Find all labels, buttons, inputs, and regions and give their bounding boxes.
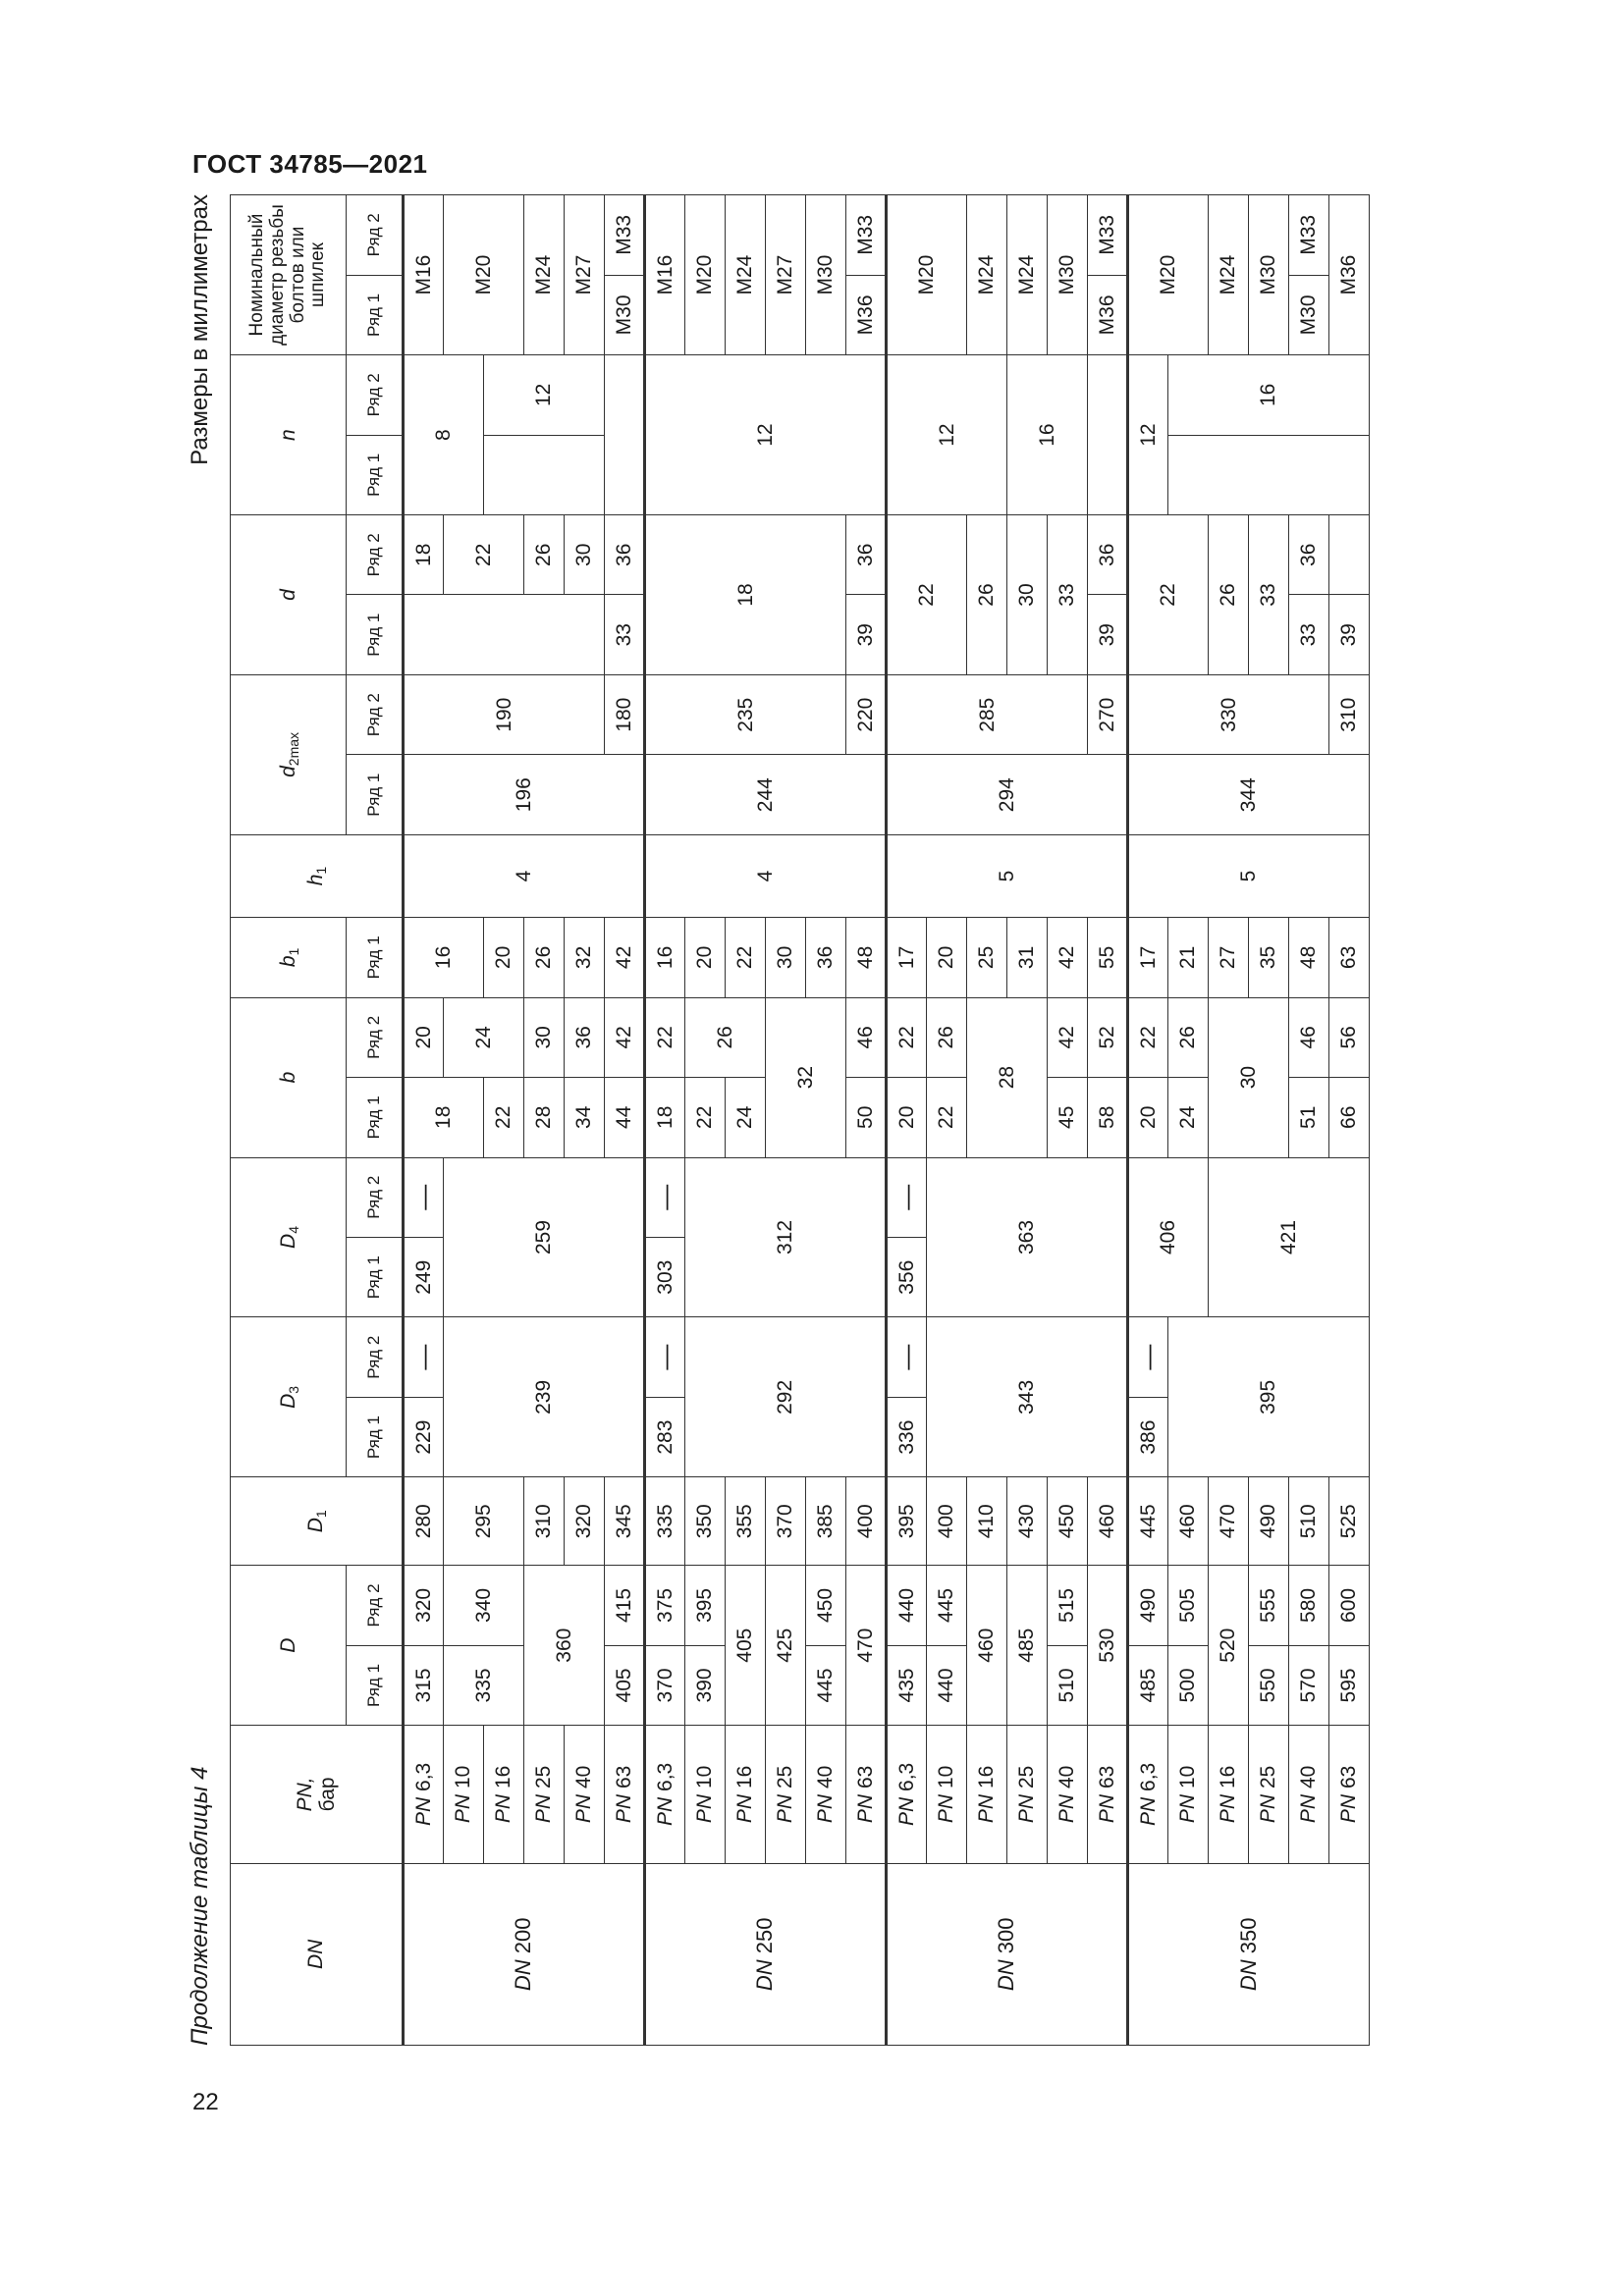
- value-cell: 406: [1128, 1157, 1209, 1317]
- value-cell: 55: [1088, 918, 1128, 997]
- value-cell: 460: [967, 1566, 1007, 1726]
- pn-cell: PN 63: [1088, 1726, 1128, 1863]
- value-cell: 35: [1249, 918, 1289, 997]
- value-cell: 36: [1289, 515, 1329, 595]
- value-cell: M33: [1289, 195, 1329, 276]
- value-cell: M30: [806, 195, 846, 355]
- value-cell: 270: [1088, 674, 1128, 754]
- value-cell: 12: [484, 355, 605, 435]
- value-cell: 445: [806, 1645, 846, 1725]
- subhead-D4-row1: Ряд 1: [347, 1237, 404, 1316]
- value-cell: 249: [404, 1237, 444, 1316]
- subhead-D-row1: Ряд 1: [347, 1645, 404, 1725]
- table-row: [1088, 195, 1128, 2046]
- dn-cell: DN 300: [887, 1863, 1128, 2045]
- value-cell: 470: [1209, 1477, 1249, 1566]
- value-cell: 26: [927, 997, 967, 1077]
- value-cell: 56: [1329, 997, 1370, 1077]
- value-cell: 555: [1249, 1566, 1289, 1645]
- value-cell: 26: [1209, 515, 1249, 675]
- value-cell: 415: [605, 1566, 645, 1645]
- value-cell: M30: [1048, 195, 1088, 355]
- value-cell: 285: [887, 674, 1088, 754]
- value-cell: 336: [887, 1397, 927, 1476]
- value-cell: 36: [1088, 515, 1128, 595]
- value-cell: 259: [444, 1157, 645, 1317]
- value-cell: 344: [1128, 755, 1370, 834]
- pn-cell: PN 6,3: [645, 1726, 685, 1863]
- pn-cell: PN 40: [806, 1726, 846, 1863]
- value-cell: 229: [404, 1397, 444, 1476]
- value-cell: 26: [524, 918, 565, 997]
- value-cell: 30: [1209, 997, 1289, 1157]
- value-cell: 24: [444, 997, 524, 1077]
- value-cell: 5: [1128, 834, 1370, 917]
- value-cell: 490: [1249, 1477, 1289, 1566]
- value-cell: 16: [1007, 355, 1088, 515]
- subhead-D3-row1: Ряд 1: [347, 1397, 404, 1476]
- value-cell: 18: [404, 1078, 484, 1157]
- value-cell: 33: [605, 595, 645, 674]
- value-cell: 48: [1289, 918, 1329, 997]
- value-cell: 330: [1128, 674, 1329, 754]
- value-cell: 4: [645, 834, 887, 917]
- value-cell: 30: [1007, 515, 1048, 675]
- value-cell: M27: [766, 195, 806, 355]
- value-cell: M30: [1249, 195, 1289, 355]
- value-cell: 28: [524, 1078, 565, 1157]
- value-cell: 28: [967, 997, 1048, 1157]
- value-cell: 196: [404, 755, 645, 834]
- pn-cell: PN 25: [766, 1726, 806, 1863]
- value-cell: 395: [1168, 1317, 1370, 1477]
- value-cell: 22: [685, 1078, 726, 1157]
- value-cell: 450: [806, 1566, 846, 1645]
- caption-row: [187, 194, 220, 2103]
- subhead-D-row2: Ряд 2: [347, 1566, 404, 1645]
- value-cell: 39: [846, 595, 887, 674]
- value-cell: 20: [484, 918, 524, 997]
- value-cell: 450: [1048, 1477, 1088, 1566]
- head-n: n: [231, 355, 347, 515]
- empty-cell: [1329, 515, 1370, 595]
- value-cell: 16: [645, 918, 685, 997]
- subhead-D3-row2: Ряд 2: [347, 1317, 404, 1397]
- value-cell: 500: [1168, 1645, 1209, 1725]
- value-cell: 18: [645, 515, 846, 675]
- flange-dimensions-table: [230, 194, 1370, 2046]
- value-cell: 505: [1168, 1566, 1209, 1645]
- value-cell: 360: [524, 1566, 605, 1726]
- value-cell: 33: [1048, 515, 1088, 675]
- pn-cell: PN 6,3: [1128, 1726, 1168, 1863]
- head-pn-unit: бар: [316, 1777, 339, 1812]
- value-cell: 25: [967, 918, 1007, 997]
- value-cell: 30: [524, 997, 565, 1077]
- value-cell: 460: [1168, 1477, 1209, 1566]
- value-cell: M27: [565, 195, 605, 355]
- value-cell: 36: [806, 918, 846, 997]
- pn-cell: PN 25: [1249, 1726, 1289, 1863]
- table-row: [484, 195, 524, 2046]
- value-cell: 52: [1088, 997, 1128, 1077]
- value-cell: 283: [645, 1397, 685, 1476]
- value-cell: 343: [927, 1317, 1128, 1477]
- value-cell: 18: [404, 515, 444, 595]
- value-cell: 22: [927, 1078, 967, 1157]
- subhead-thr-row2: Ряд 2: [347, 195, 404, 276]
- value-cell: 440: [887, 1566, 927, 1645]
- value-cell: 42: [605, 997, 645, 1077]
- value-cell: 4: [404, 834, 645, 917]
- value-cell: 20: [685, 918, 726, 997]
- value-cell: 421: [1209, 1157, 1370, 1317]
- value-cell: 510: [1048, 1645, 1088, 1725]
- head-h1: h1: [231, 834, 404, 917]
- value-cell: 355: [726, 1477, 766, 1566]
- value-cell: M33: [1088, 195, 1128, 276]
- value-cell: 600: [1329, 1566, 1370, 1645]
- value-cell: 22: [1128, 997, 1168, 1077]
- value-cell: 356: [887, 1237, 927, 1316]
- pn-cell: PN 25: [524, 1726, 565, 1863]
- subhead-b-row2: Ряд 2: [347, 997, 404, 1077]
- table-row: [605, 195, 645, 2046]
- value-cell: —: [404, 1157, 444, 1237]
- document-header: ГОСТ 34785—2021: [192, 149, 428, 179]
- value-cell: 570: [1289, 1645, 1329, 1725]
- pn-cell: PN 10: [444, 1726, 484, 1863]
- value-cell: 8: [404, 355, 484, 515]
- head-d: d: [231, 515, 347, 675]
- value-cell: 235: [645, 674, 846, 754]
- value-cell: —: [645, 1157, 685, 1237]
- value-cell: 312: [685, 1157, 887, 1317]
- head-D4: D4: [231, 1157, 347, 1317]
- value-cell: 42: [1048, 918, 1088, 997]
- value-cell: 26: [967, 515, 1007, 675]
- value-cell: 345: [605, 1477, 645, 1566]
- subhead-b1-row1: Ряд 1: [347, 918, 404, 997]
- table-caption: Продолжение таблицы 4: [187, 1766, 213, 2046]
- value-cell: 5: [887, 834, 1128, 917]
- value-cell: 315: [404, 1645, 444, 1725]
- head-D: D: [231, 1566, 347, 1726]
- value-cell: 430: [1007, 1477, 1048, 1566]
- units-note: Размеры в миллиметрах: [187, 194, 213, 465]
- value-cell: 395: [887, 1477, 927, 1566]
- value-cell: 405: [726, 1566, 766, 1726]
- value-cell: 363: [927, 1157, 1128, 1317]
- value-cell: 30: [565, 515, 605, 595]
- value-cell: 390: [685, 1645, 726, 1725]
- value-cell: M20: [685, 195, 726, 355]
- value-cell: 39: [1329, 595, 1370, 674]
- value-cell: 405: [605, 1645, 645, 1725]
- value-cell: M24: [726, 195, 766, 355]
- value-cell: 48: [846, 918, 887, 997]
- value-cell: 16: [404, 918, 484, 997]
- pn-cell: PN 10: [1168, 1726, 1209, 1863]
- value-cell: 310: [524, 1477, 565, 1566]
- value-cell: 20: [1128, 1078, 1168, 1157]
- value-cell: 22: [484, 1078, 524, 1157]
- value-cell: 350: [685, 1477, 726, 1566]
- value-cell: 22: [645, 997, 685, 1077]
- value-cell: M33: [605, 195, 645, 276]
- subhead-thr-row1: Ряд 1: [347, 275, 404, 354]
- value-cell: M33: [846, 195, 887, 276]
- value-cell: M20: [887, 195, 967, 355]
- head-D1: D1: [231, 1477, 404, 1566]
- value-cell: 515: [1048, 1566, 1088, 1645]
- value-cell: 30: [766, 918, 806, 997]
- empty-cell: [605, 355, 645, 515]
- pn-cell: PN 40: [1289, 1726, 1329, 1863]
- value-cell: 22: [444, 515, 524, 595]
- value-cell: 280: [404, 1477, 444, 1566]
- value-cell: 460: [1088, 1477, 1128, 1566]
- subhead-d-row2: Ряд 2: [347, 515, 404, 595]
- value-cell: 550: [1249, 1645, 1289, 1725]
- value-cell: 410: [967, 1477, 1007, 1566]
- value-cell: 490: [1128, 1566, 1168, 1645]
- value-cell: 385: [806, 1477, 846, 1566]
- page-number: 22: [192, 2089, 219, 2115]
- value-cell: 320: [404, 1566, 444, 1645]
- value-cell: M24: [524, 195, 565, 355]
- value-cell: 239: [444, 1317, 645, 1477]
- value-cell: —: [887, 1157, 927, 1237]
- pn-cell: PN 25: [1007, 1726, 1048, 1863]
- pn-cell: PN 63: [1329, 1726, 1370, 1863]
- value-cell: [404, 595, 605, 674]
- value-cell: 440: [927, 1645, 967, 1725]
- value-cell: 24: [1168, 1078, 1209, 1157]
- value-cell: 435: [887, 1645, 927, 1725]
- pn-cell: PN 40: [565, 1726, 605, 1863]
- value-cell: —: [887, 1317, 927, 1397]
- value-cell: 33: [1289, 595, 1329, 674]
- subhead-d2max-row1: Ряд 1: [347, 755, 404, 834]
- pn-cell: PN 16: [726, 1726, 766, 1863]
- table-row: [404, 195, 444, 2046]
- subhead-D4-row2: Ряд 2: [347, 1157, 404, 1237]
- value-cell: 42: [605, 918, 645, 997]
- value-cell: M36: [1088, 275, 1128, 354]
- value-cell: 17: [1128, 918, 1168, 997]
- empty-cell: [1088, 355, 1128, 515]
- value-cell: 46: [846, 997, 887, 1077]
- value-cell: 32: [766, 997, 846, 1157]
- empty-cell: [484, 435, 605, 514]
- head-b1: b1: [231, 918, 347, 997]
- value-cell: 370: [766, 1477, 806, 1566]
- value-cell: 36: [565, 997, 605, 1077]
- value-cell: 50: [846, 1078, 887, 1157]
- value-cell: 386: [1128, 1397, 1168, 1476]
- value-cell: 425: [766, 1566, 806, 1726]
- value-cell: 400: [927, 1477, 967, 1566]
- value-cell: 190: [404, 674, 605, 754]
- value-cell: 58: [1088, 1078, 1128, 1157]
- table-row: [887, 195, 927, 2046]
- value-cell: 33: [1249, 515, 1289, 675]
- value-cell: 510: [1289, 1477, 1329, 1566]
- value-cell: 180: [605, 674, 645, 754]
- value-cell: 22: [887, 515, 967, 675]
- pn-cell: PN 63: [846, 1726, 887, 1863]
- value-cell: 445: [1128, 1477, 1168, 1566]
- head-pn: [231, 1726, 404, 1863]
- value-cell: M36: [1329, 195, 1370, 355]
- value-cell: 220: [846, 674, 887, 754]
- value-cell: 42: [1048, 997, 1088, 1077]
- value-cell: 27: [1209, 918, 1249, 997]
- value-cell: 51: [1289, 1078, 1329, 1157]
- value-cell: 375: [645, 1566, 685, 1645]
- value-cell: 12: [1128, 355, 1168, 515]
- value-cell: 294: [887, 755, 1128, 834]
- value-cell: 24: [726, 1078, 766, 1157]
- dn-cell: DN 200: [404, 1863, 645, 2045]
- pn-cell: PN 16: [967, 1726, 1007, 1863]
- rotated-table-page: [167, 194, 1434, 2103]
- value-cell: 485: [1128, 1645, 1168, 1725]
- subhead-d-row1: Ряд 1: [347, 595, 404, 674]
- value-cell: 20: [927, 918, 967, 997]
- value-cell: —: [404, 1317, 444, 1397]
- value-cell: 244: [645, 755, 887, 834]
- value-cell: 34: [565, 1078, 605, 1157]
- value-cell: 22: [1128, 515, 1209, 675]
- value-cell: —: [645, 1317, 685, 1397]
- value-cell: M24: [967, 195, 1007, 355]
- table-row: [1168, 195, 1209, 2046]
- value-cell: 36: [846, 515, 887, 595]
- value-cell: 46: [1289, 997, 1329, 1077]
- value-cell: 400: [846, 1477, 887, 1566]
- value-cell: 16: [1168, 355, 1370, 435]
- value-cell: 63: [1329, 918, 1370, 997]
- pn-cell: PN 16: [1209, 1726, 1249, 1863]
- table-header: [231, 195, 404, 2046]
- table-row: [645, 195, 685, 2046]
- pn-cell: PN 63: [605, 1726, 645, 1863]
- value-cell: M20: [1128, 195, 1209, 355]
- value-cell: 17: [887, 918, 927, 997]
- pn-cell: PN 16: [484, 1726, 524, 1863]
- value-cell: 395: [685, 1566, 726, 1645]
- value-cell: M36: [846, 275, 887, 354]
- value-cell: 26: [1168, 997, 1209, 1077]
- value-cell: 45: [1048, 1078, 1088, 1157]
- value-cell: M24: [1007, 195, 1048, 355]
- pn-cell: PN 6,3: [887, 1726, 927, 1863]
- value-cell: M24: [1209, 195, 1249, 355]
- value-cell: 20: [404, 997, 444, 1077]
- value-cell: 18: [645, 1078, 685, 1157]
- dn-cell: DN 250: [645, 1863, 887, 2045]
- head-D3: D3: [231, 1317, 347, 1477]
- value-cell: 295: [444, 1477, 524, 1566]
- value-cell: 12: [887, 355, 1007, 515]
- value-cell: 595: [1329, 1645, 1370, 1725]
- value-cell: 320: [565, 1477, 605, 1566]
- pn-cell: PN 40: [1048, 1726, 1088, 1863]
- head-thread: Номинальный диаметр резьбы болтов или шпилек: [231, 195, 347, 355]
- subhead-b-row1: Ряд 1: [347, 1078, 404, 1157]
- subhead-n-row2: Ряд 2: [347, 355, 404, 435]
- value-cell: M16: [404, 195, 444, 355]
- value-cell: 31: [1007, 918, 1048, 997]
- value-cell: 485: [1007, 1566, 1048, 1726]
- head-pn-symbol: PN,: [293, 1777, 316, 1812]
- head-d2max: d2max: [231, 674, 347, 834]
- value-cell: M16: [645, 195, 685, 355]
- value-cell: 292: [685, 1317, 887, 1477]
- value-cell: 310: [1329, 674, 1370, 754]
- value-cell: 39: [1088, 595, 1128, 674]
- table-body: [404, 195, 1370, 2046]
- value-cell: —: [1128, 1317, 1168, 1397]
- value-cell: M30: [605, 275, 645, 354]
- value-cell: 335: [444, 1645, 524, 1725]
- value-cell: 370: [645, 1645, 685, 1725]
- value-cell: 66: [1329, 1078, 1370, 1157]
- value-cell: 22: [726, 918, 766, 997]
- value-cell: 580: [1289, 1566, 1329, 1645]
- head-dn: DN: [231, 1863, 404, 2045]
- pn-cell: PN 6,3: [404, 1726, 444, 1863]
- value-cell: 20: [887, 1078, 927, 1157]
- value-cell: 525: [1329, 1477, 1370, 1566]
- subhead-n-row1: Ряд 1: [347, 435, 404, 514]
- value-cell: 21: [1168, 918, 1209, 997]
- subhead-d2max-row2: Ряд 2: [347, 674, 404, 754]
- pn-cell: PN 10: [927, 1726, 967, 1863]
- value-cell: 520: [1209, 1566, 1249, 1726]
- value-cell: 36: [605, 515, 645, 595]
- empty-cell: [1168, 435, 1370, 514]
- value-cell: 26: [524, 515, 565, 595]
- value-cell: 530: [1088, 1566, 1128, 1726]
- head-b: b: [231, 997, 347, 1157]
- value-cell: 470: [846, 1566, 887, 1726]
- value-cell: M30: [1289, 275, 1329, 354]
- value-cell: 22: [887, 997, 927, 1077]
- dn-cell: DN 350: [1128, 1863, 1370, 2045]
- value-cell: 12: [645, 355, 887, 515]
- value-cell: 303: [645, 1237, 685, 1316]
- value-cell: 44: [605, 1078, 645, 1157]
- pn-cell: PN 10: [685, 1726, 726, 1863]
- value-cell: 335: [645, 1477, 685, 1566]
- table-row: [1128, 195, 1168, 2046]
- value-cell: 445: [927, 1566, 967, 1645]
- value-cell: 26: [685, 997, 766, 1077]
- value-cell: M20: [444, 195, 524, 355]
- value-cell: 32: [565, 918, 605, 997]
- value-cell: 340: [444, 1566, 524, 1645]
